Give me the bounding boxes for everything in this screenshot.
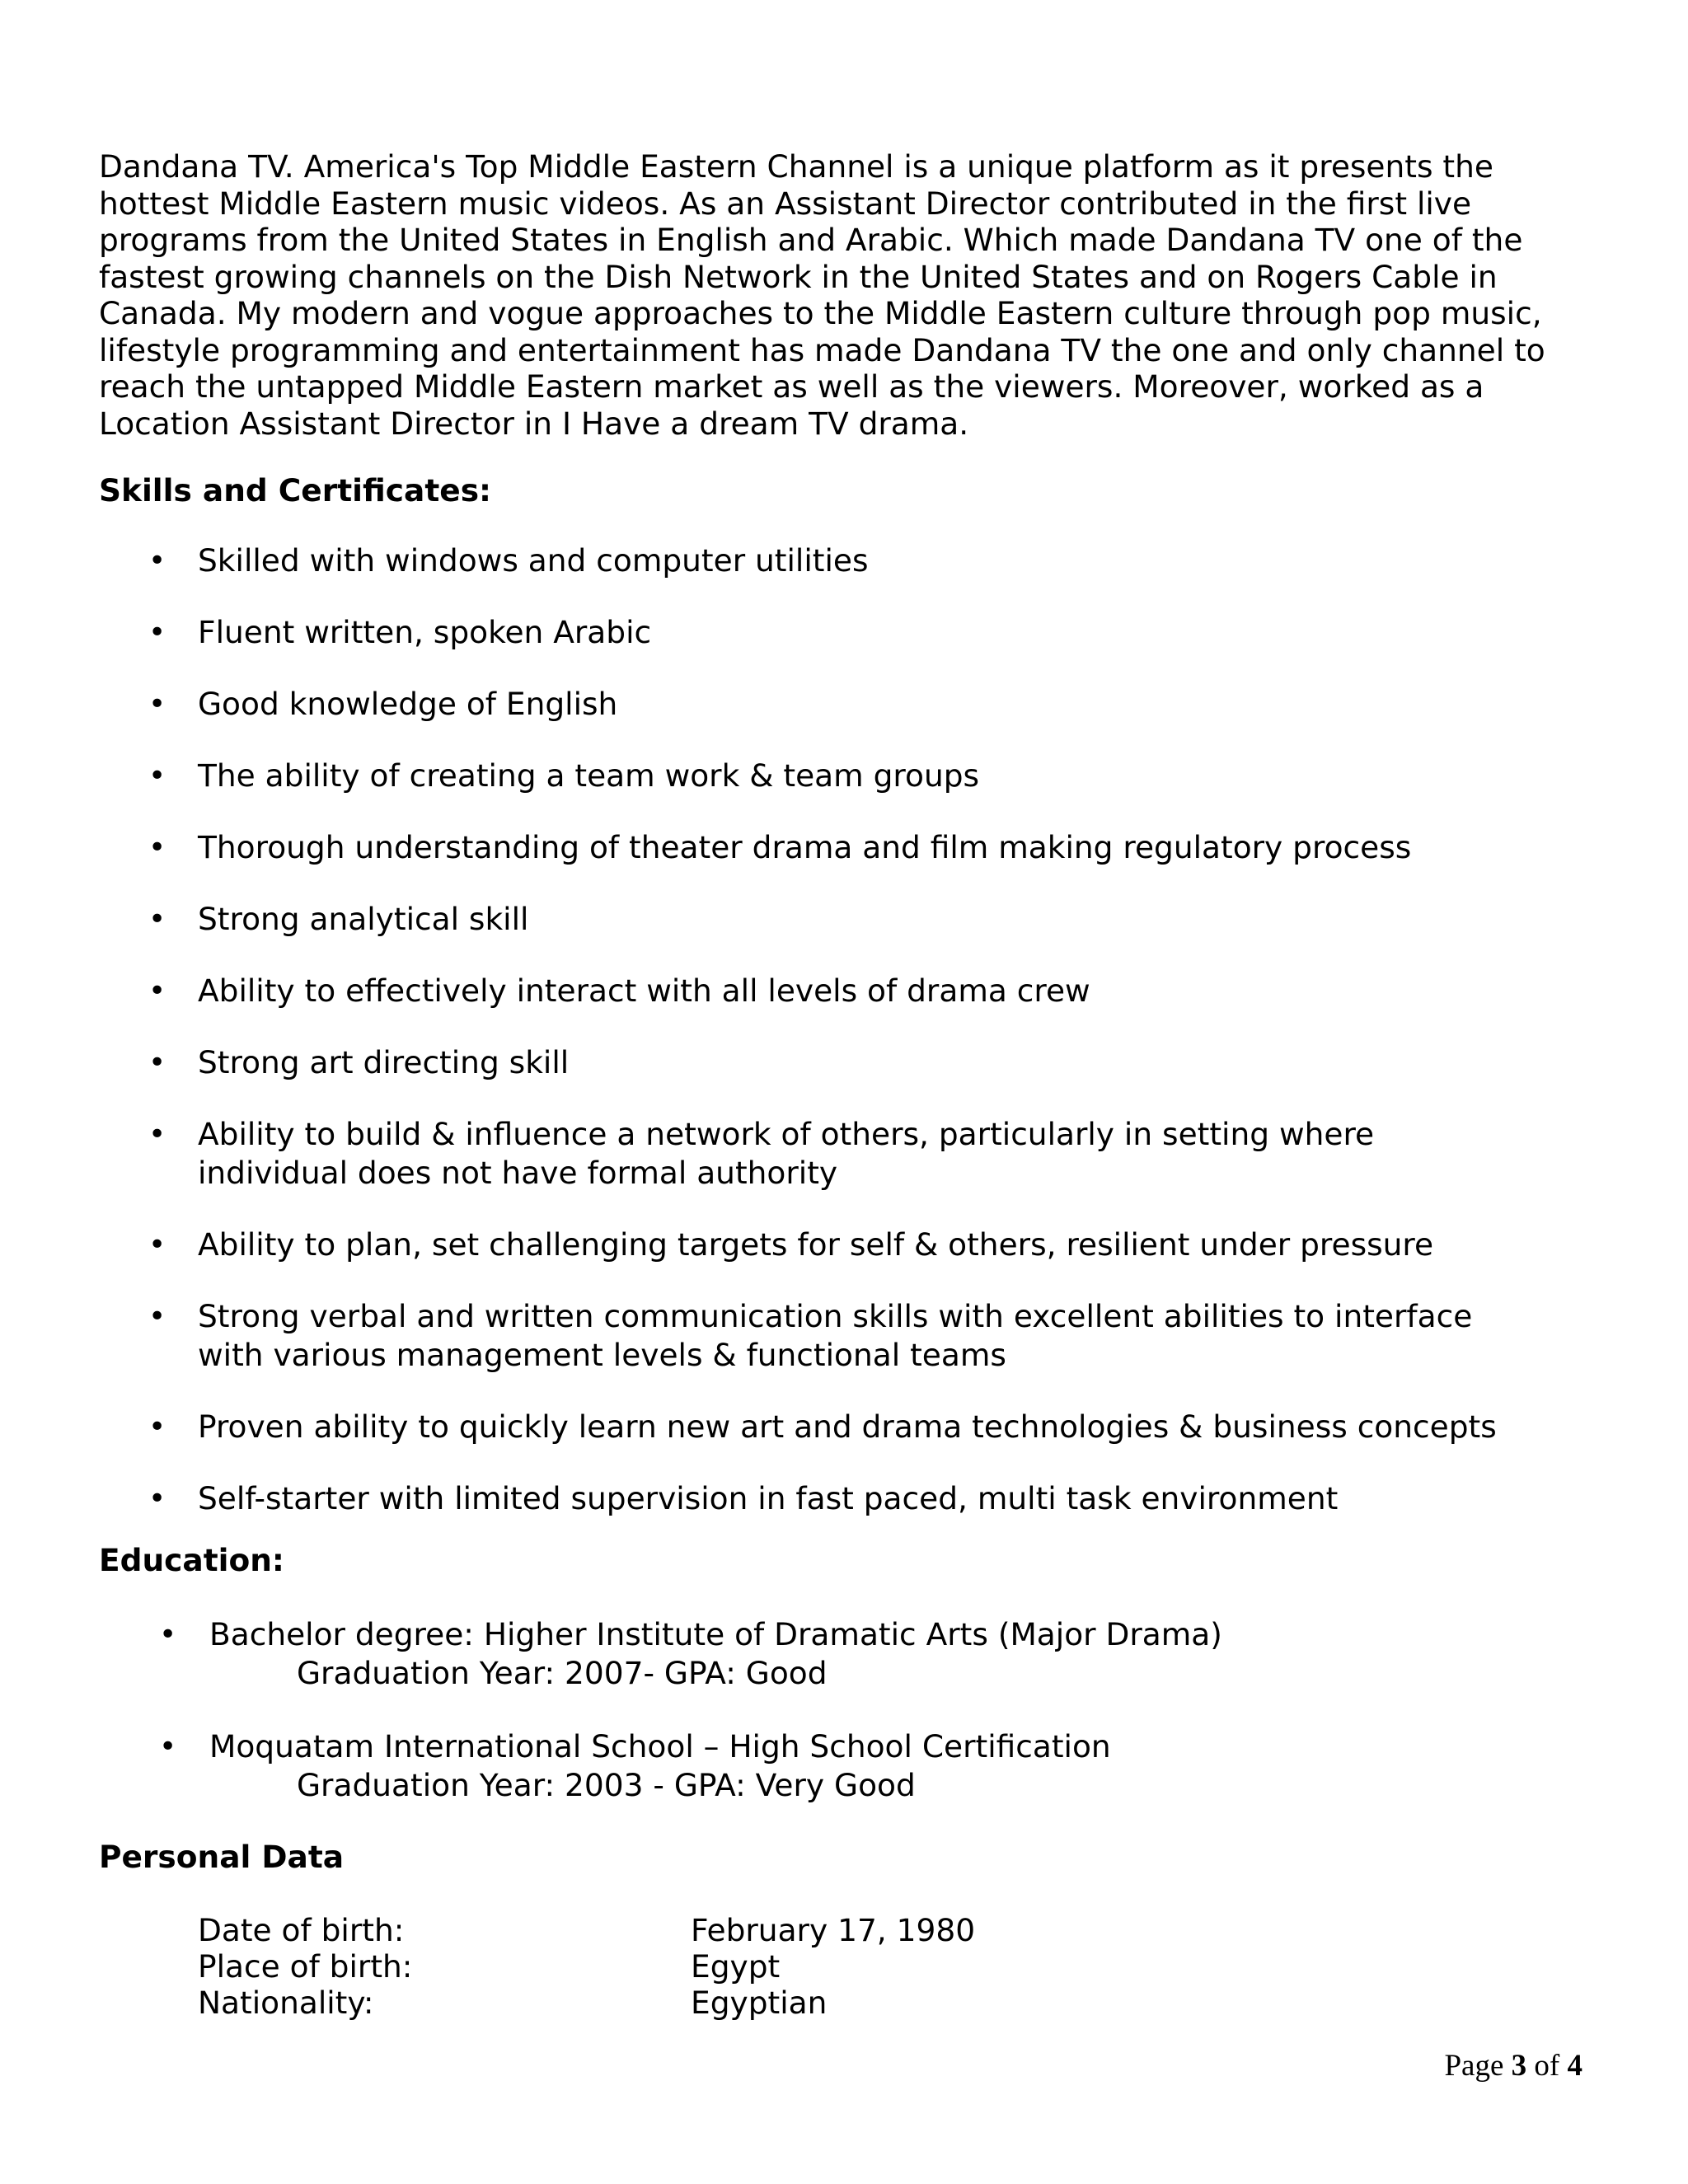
skill-text: Proven ability to quickly learn new art and drama technologies & business concepts [198, 1408, 1497, 1445]
current-page-number: 3 [1511, 2049, 1527, 2083]
education-detail: Graduation Year: 2003 - GPA: Very Good [297, 1767, 916, 1803]
page-number-footer [1418, 2048, 1582, 2084]
bullet-icon: • [148, 1046, 166, 1080]
skill-text: Strong art directing skill [198, 1044, 570, 1080]
bullet-icon: • [148, 1482, 166, 1516]
skill-text: Ability to effectively interact with all levels of drama crew [198, 972, 1090, 1009]
bullet-icon: • [148, 1410, 166, 1444]
bullet-icon: • [148, 687, 166, 721]
skill-text: Strong verbal and written communication skills with excellent abilities to interface with various management levels & functional teams [198, 1298, 1473, 1373]
education-title: Moquatam International School – High School Certification [209, 1728, 1111, 1765]
skill-text: Ability to build & influence a network of others, particularly in setting where individual does not have formal authority [198, 1116, 1375, 1191]
skill-text: The ability of creating a team work & team groups [198, 757, 980, 794]
skill-text: Good knowledge of English [198, 686, 618, 722]
bullet-icon: • [148, 1118, 166, 1151]
skills-heading: Skills and Certificates: [99, 472, 492, 509]
education-detail: Graduation Year: 2007- GPA: Good [297, 1655, 828, 1691]
bullet-icon: • [148, 1300, 166, 1333]
skill-text: Skilled with windows and computer utilities [198, 542, 869, 579]
bullet-icon: • [148, 544, 166, 578]
personal-data-value: Egypt [691, 1948, 781, 1985]
bullet-icon: • [148, 902, 166, 936]
bullet-icon: • [159, 1730, 177, 1764]
personal-data-label: Place of birth: [198, 1948, 413, 1985]
total-page-number: 4 [1567, 2049, 1582, 2083]
page-word: Page [1444, 2049, 1504, 2083]
education-heading: Education: [99, 1542, 284, 1578]
intro-paragraph: Dandana TV. America's Top Middle Eastern Channel is a unique platform as it presents the hottest Middle Eastern music videos. As an Assistant Director contributed in the first live programs from the United States in English and Arabic. Which made Dandana TV one of the fastest growing channels on the Dish Network in the United States and on Rogers Cable in Canada. My modern and vogue approaches to the Middle Eastern culture through pop music, lifestyle programming and entertainment has made Dandana TV the one and only channel to reach the untapped Middle Eastern market as well as the viewers. Moreover, worked as a Location Assistant Director in I Have a dream TV drama. [99, 148, 1545, 442]
personal-data-value: February 17, 1980 [691, 1912, 976, 1948]
personal-data-label: Date of birth: [198, 1912, 405, 1948]
bullet-icon: • [148, 974, 166, 1008]
skill-text: Ability to plan, set challenging targets for self & others, resilient under pressure [198, 1226, 1434, 1263]
skill-text: Thorough understanding of theater drama and film making regulatory process [198, 829, 1412, 865]
personal-data-label: Nationality: [198, 1985, 374, 2021]
of-word: of [1534, 2049, 1560, 2083]
skill-text: Self-starter with limited supervision in fast paced, multi task environment [198, 1480, 1339, 1516]
bullet-icon: • [159, 1618, 177, 1652]
bullet-icon: • [148, 616, 166, 649]
bullet-icon: • [148, 1228, 166, 1262]
personal-data-value: Egyptian [691, 1985, 828, 2021]
bullet-icon: • [148, 759, 166, 793]
personal-data-heading: Personal Data [99, 1839, 345, 1875]
skill-text: Fluent written, spoken Arabic [198, 614, 652, 650]
education-title: Bachelor degree: Higher Institute of Dramatic Arts (Major Drama) [209, 1616, 1222, 1652]
skill-text: Strong analytical skill [198, 901, 529, 937]
bullet-icon: • [148, 831, 166, 865]
